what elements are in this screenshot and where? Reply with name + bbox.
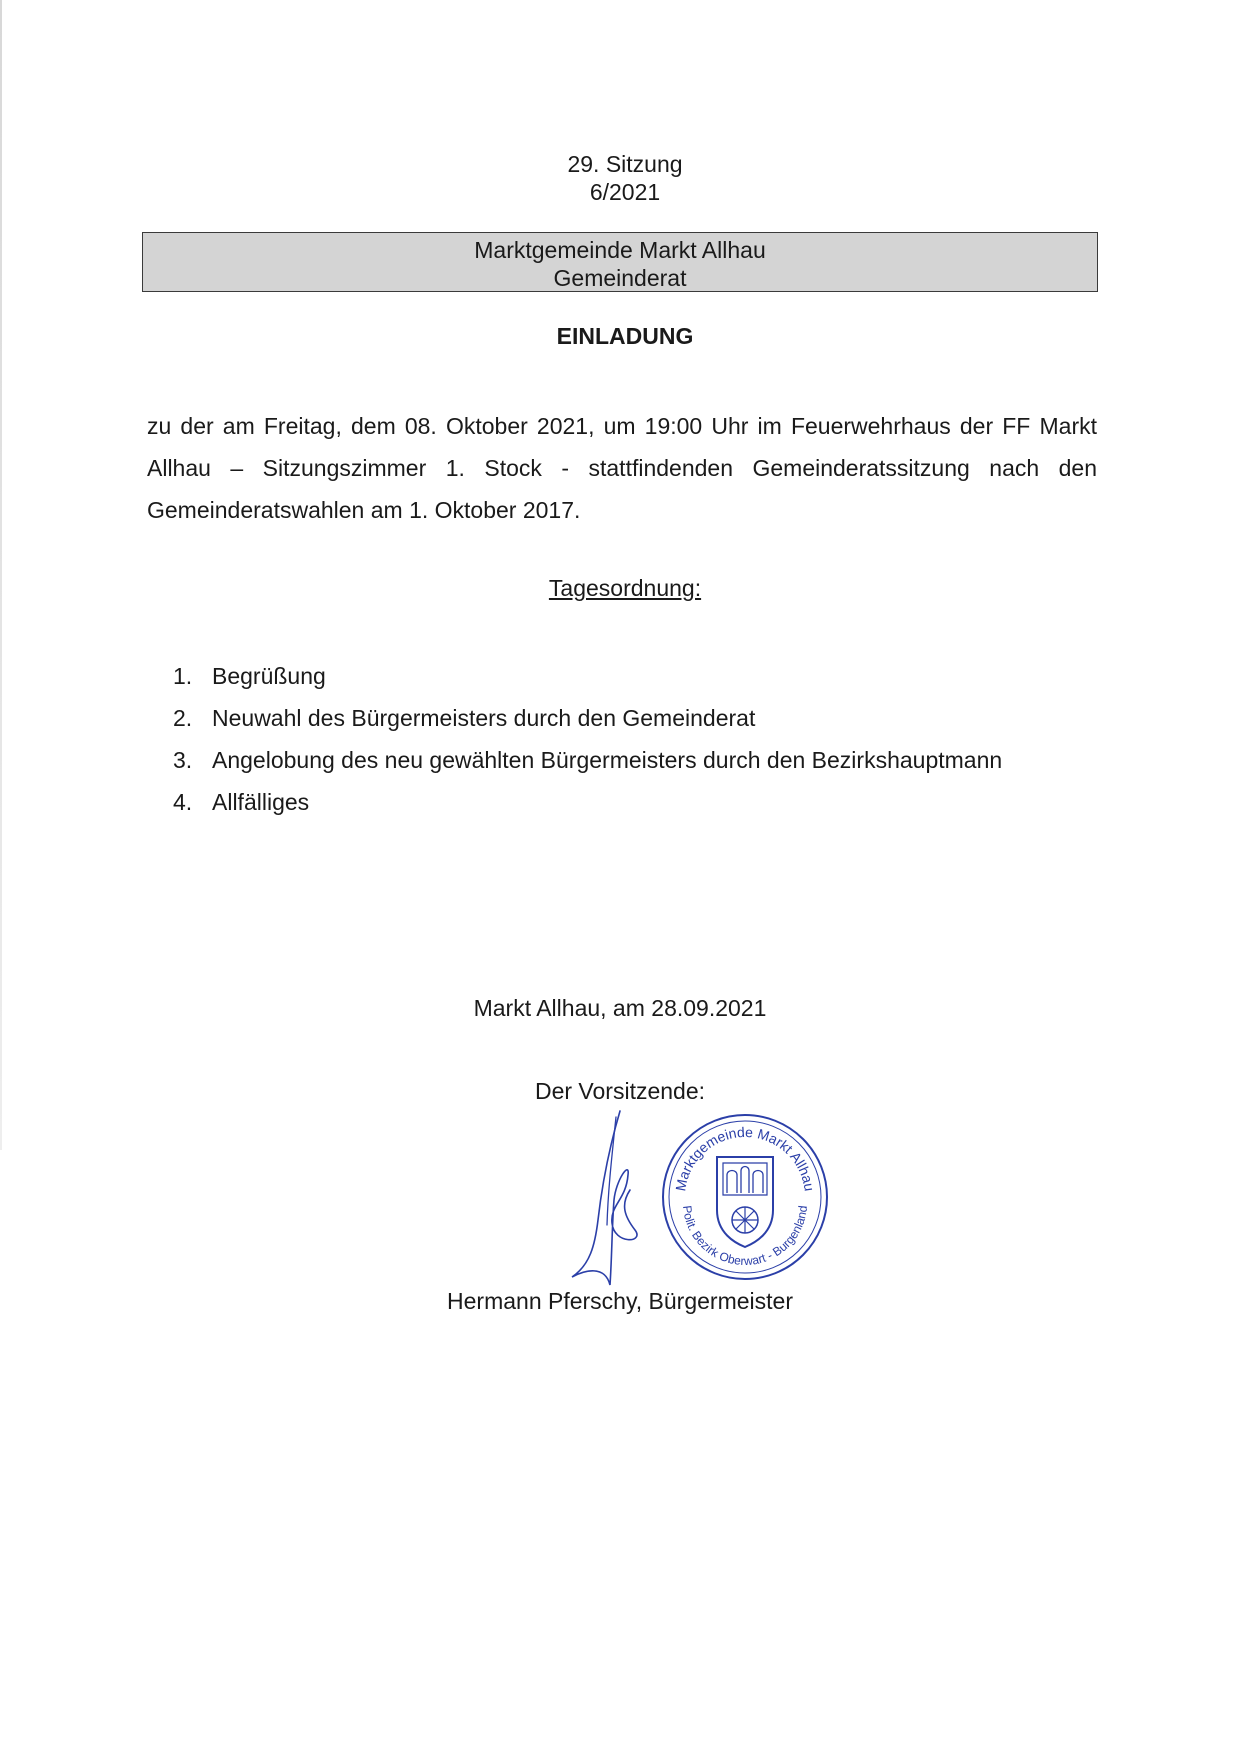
- agenda-item: [173, 781, 1073, 823]
- invitation-text: zu der am Freitag, dem 08. Oktober 2021, um 19:00 Uhr im Feuerwehrhaus der FF Markt Allhau – Sitzungszimmer 1. Stock - stattfindenden Gemeinderatssitzung nach den Gemeinderatswahlen am 1. Oktober 2017.: [147, 413, 1097, 523]
- document-title: EINLADUNG: [556, 323, 694, 349]
- svg-text:Marktgemeinde Markt Allhau: [672, 1124, 818, 1192]
- seal-bottom-text: Polit. Bezirk Oberwart - Burgenland: [679, 1204, 811, 1269]
- agenda-item-number: 3.: [173, 747, 193, 773]
- agenda-heading-text: Tagesordnung:: [548, 575, 702, 601]
- agenda-item: [173, 697, 1073, 739]
- agenda-item-text: Neuwahl des Bürgermeisters durch den Gemeinderat: [212, 705, 756, 731]
- council-name: Gemeinderat: [553, 265, 687, 291]
- agenda-item-text: Allfälliges: [212, 789, 310, 815]
- agenda-item-text: Begrüßung: [212, 663, 326, 689]
- agenda-item-number: 4.: [173, 789, 193, 815]
- municipal-seal-icon: [655, 1105, 835, 1285]
- session-period: 6/2021: [589, 179, 661, 205]
- municipality-header: [142, 232, 1098, 292]
- session-number: 29. Sitzung: [567, 151, 683, 177]
- agenda-item-number: 2.: [173, 705, 193, 731]
- agenda-item: [173, 739, 1073, 781]
- agenda-item-text: Angelobung des neu gewählten Bürgermeisters durch den Bezirkshauptmann: [212, 747, 1003, 773]
- signer-name: Hermann Pferschy, Bürgermeister: [447, 1288, 793, 1314]
- agenda-item-number: 1.: [173, 663, 193, 689]
- place-and-date: Markt Allhau, am 28.09.2021: [473, 995, 767, 1021]
- chair-label: Der Vorsitzende:: [534, 1078, 706, 1104]
- agenda-item: [173, 655, 1073, 697]
- municipality-name: Marktgemeinde Markt Allhau: [474, 237, 766, 263]
- seal-top-text: Marktgemeinde Markt Allhau: [672, 1123, 818, 1193]
- agenda-heading: [0, 574, 1240, 602]
- agenda-list: [173, 655, 1073, 823]
